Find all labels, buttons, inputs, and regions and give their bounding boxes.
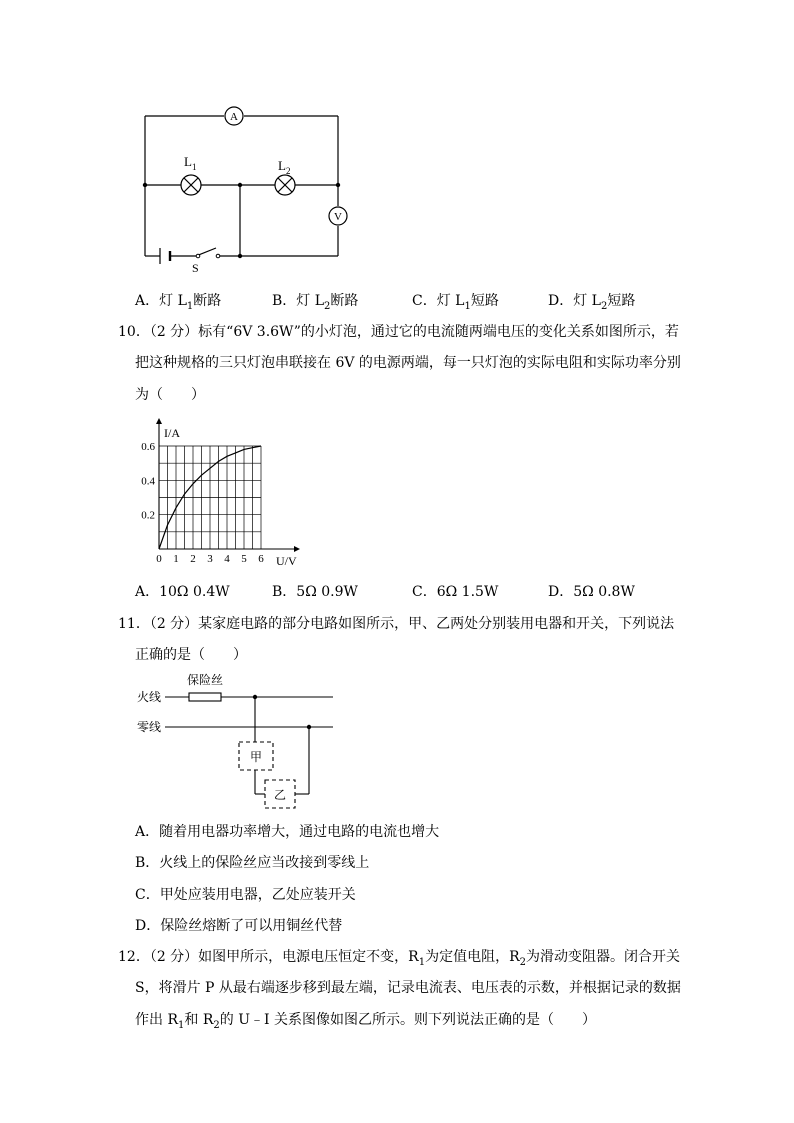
neutral-wire-label: 零线	[137, 720, 162, 734]
q11-option-b: B．火线上的保险丝应当改接到零线上	[135, 855, 370, 871]
x-axis-arrow	[294, 546, 300, 552]
y-tick-label: 0.2	[141, 509, 155, 522]
q10-stem-line3: 为（ ）	[135, 387, 205, 403]
y-axis-arrow	[156, 418, 162, 424]
svg-text:V: V	[334, 211, 342, 223]
ammeter-symbol	[225, 107, 243, 125]
x-tick-label: 3	[207, 553, 213, 565]
svg-text:L1: $L_1$	[184, 154, 197, 172]
box-jia-label: 甲	[249, 750, 263, 764]
q11-stem-line1: 11．（2 分）某家庭电路的部分电路如图所示，甲、乙两处分别装用电器和开关，下列说法	[118, 616, 675, 632]
x-tick-label: 6	[258, 553, 264, 565]
q12-stem-line3: 作出 $R_1$和 $R_2$的 U﹣I 关系图像如图乙所示。则下列说法正确的是（ ）	[135, 1012, 596, 1031]
q9-circuit-diagram	[130, 100, 360, 280]
q10-option-c: C．6Ω 1.5W	[412, 584, 499, 600]
q9-option-a: A．灯 $L_1$断路	[135, 293, 222, 312]
x-tick-label: 1	[173, 553, 179, 565]
voltmeter-symbol	[329, 207, 347, 225]
iu-chart	[130, 415, 310, 575]
q10-stem-line2: 把这种规格的三只灯泡串联接在 6V 的电源两端，每一只灯泡的实际电阻和实际功率分别	[135, 355, 681, 371]
lamp-l1-symbol	[181, 154, 201, 195]
x-tick-label: 5	[241, 553, 247, 565]
q10-option-d: D．5Ω 0.8W	[548, 584, 635, 600]
q11-option-a: A．随着用电器功率增大，通过电路的电流也增大	[135, 824, 440, 840]
box-yi-label: 乙	[273, 788, 287, 802]
q11-option-c: C．甲处应装用电器，乙处应装开关	[135, 887, 356, 903]
q12-stem-line2: S，将滑片 P 从最右端逐步移到最左端，记录电流表、电压表的示数，并根据记录的数据	[135, 980, 681, 996]
q10-option-b: B．5Ω 0.9W	[272, 584, 358, 600]
switch-label: S	[192, 261, 199, 275]
x-tick-label: 2	[190, 553, 196, 565]
x-axis-label: U/V	[276, 554, 297, 568]
x-tick-label: 0	[156, 553, 162, 565]
q11-option-d: D．保险丝熔断了可以用铜丝代替	[135, 918, 343, 934]
fuse-symbol	[189, 693, 221, 701]
x-tick-label: 4	[224, 553, 230, 565]
y-axis-label: I/A	[164, 426, 180, 440]
q11-stem-line2: 正确的是（ ）	[135, 647, 247, 663]
household-circuit-diagram	[135, 668, 355, 813]
y-tick-label: 0.6	[141, 441, 155, 453]
q10-stem-line1: 10．（2 分）标有“6V 3.6W”的小灯泡，通过它的电流随两端电压的变化关系如图所示，若	[118, 324, 679, 340]
q10-option-a: A．10Ω 0.4W	[135, 584, 230, 600]
live-wire-label: 火线	[137, 690, 162, 704]
q12-stem-line1: 12．（2 分）如图甲所示，电源电压恒定不变，$R_1$为定值电阻，$R_2$为滑动变阻器。闭合开关	[118, 949, 681, 968]
q9-option-d: D．灯 $L_2$短路	[548, 293, 636, 312]
q9-option-b: B．灯 $L_2$断路	[272, 293, 359, 312]
fuse-label: 保险丝	[187, 673, 224, 687]
y-tick-label: 0.4	[141, 475, 155, 488]
lamp-l2-symbol	[275, 158, 295, 195]
svg-text:L2: $L_2$	[278, 158, 291, 176]
q9-option-c: C．灯 $L_1$短路	[412, 293, 499, 312]
svg-text:A: A	[230, 111, 238, 123]
